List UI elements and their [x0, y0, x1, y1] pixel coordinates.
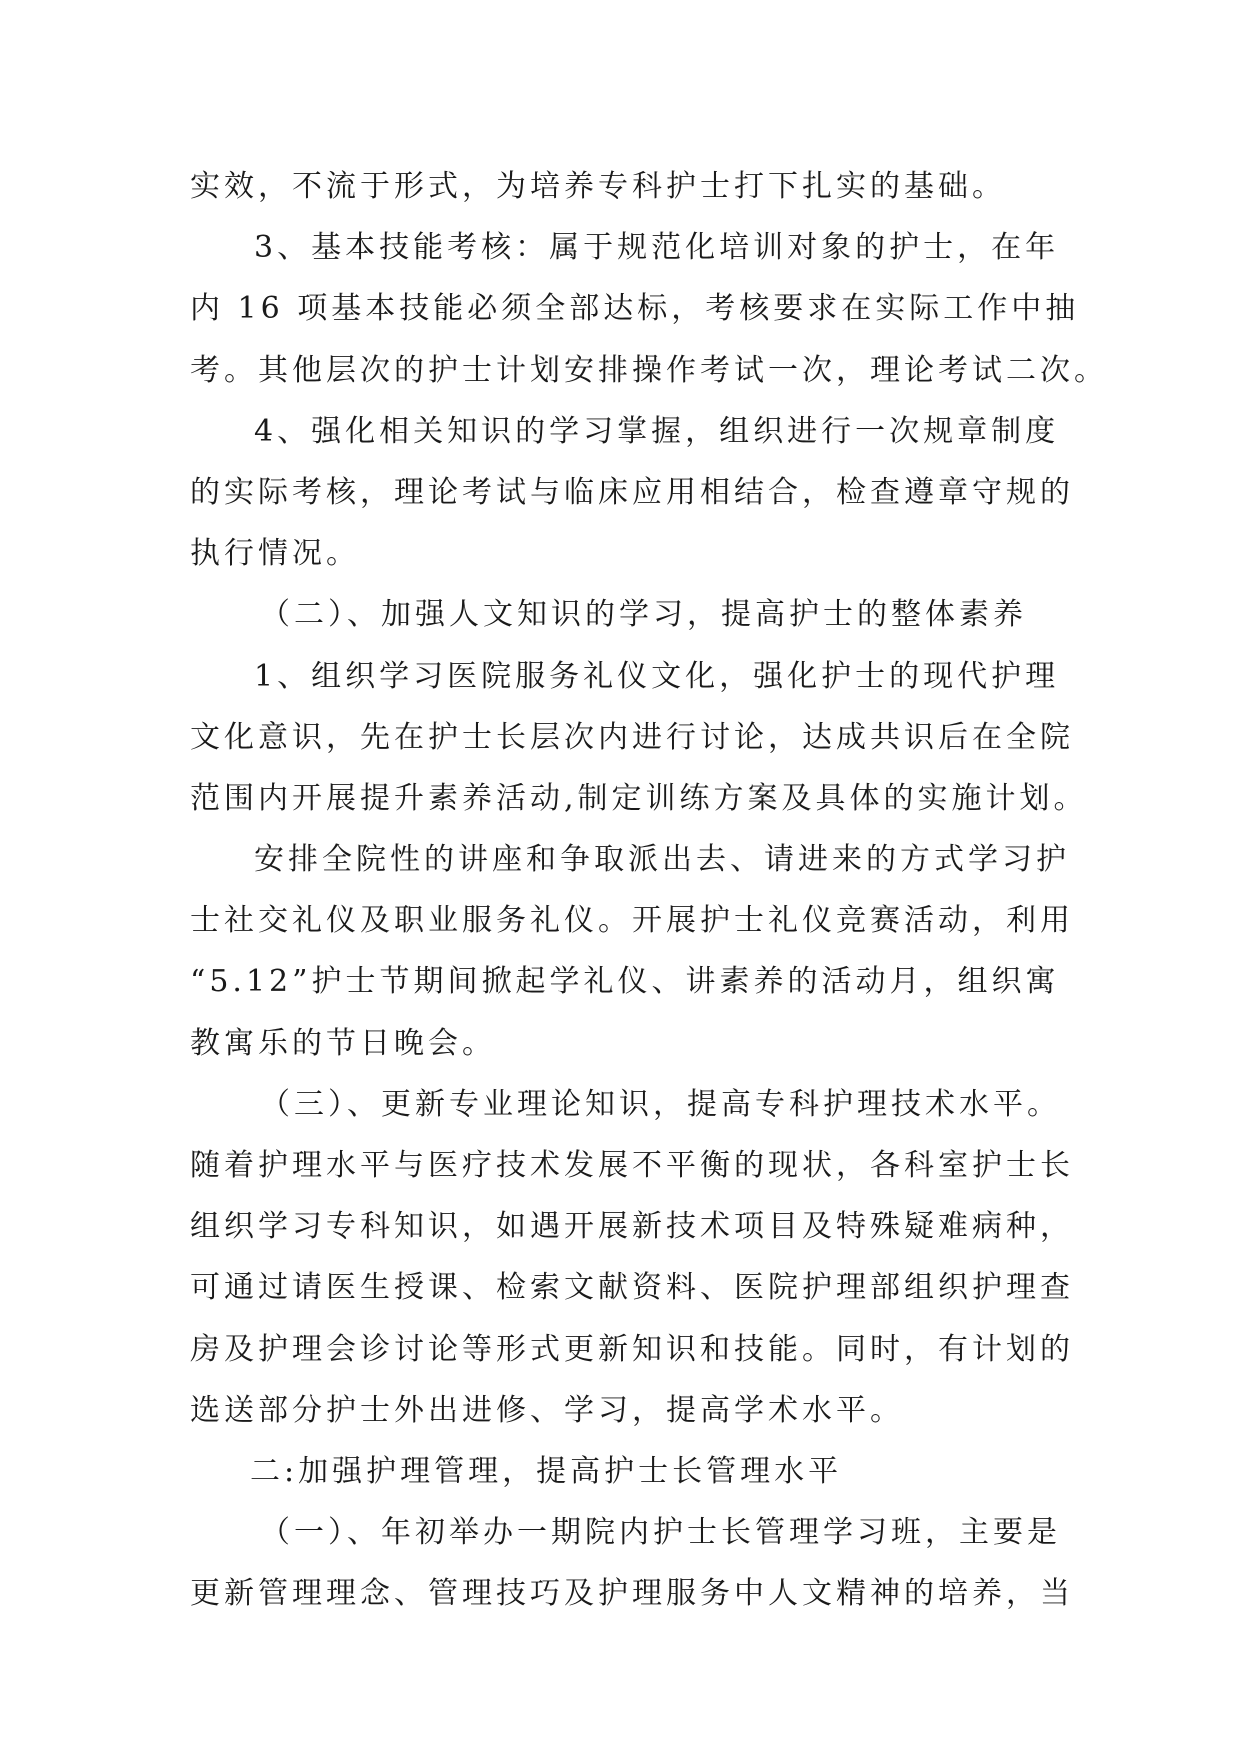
text-line: 更新管理理念、管理技巧及护理服务中人文精神的培养，当	[190, 1576, 1074, 1612]
text-line: （三）、更新专业理论知识，提高专科护理技术水平。	[260, 1086, 1061, 1122]
text-line: 士社交礼仪及职业服务礼仪。开展护士礼仪竞赛活动，利用	[190, 903, 1074, 939]
text-line: 考。其他层次的护士计划安排操作考试一次，理论考试二次。	[190, 352, 1108, 388]
text-line: 实效，不流于形式，为培养专科护士打下扎实的基础。	[190, 169, 1006, 204]
text-line: 可通过请医生授课、检索文献资料、医院护理部组织护理查	[190, 1270, 1074, 1306]
text-line: 3、基本技能考核：属于规范化培训对象的护士，在年	[254, 230, 1060, 266]
text-line: 执行情况。	[190, 536, 360, 572]
text-line: （二）、加强人文知识的学习，提高护士的整体素养	[260, 597, 1027, 633]
text-line: 选送部分护士外出进修、学习，提高学术水平。	[190, 1392, 904, 1428]
text-line: 内 16 项基本技能必须全部达标，考核要求在实际工作中抽	[190, 291, 1080, 327]
text-line: 安排全院性的讲座和争取派出去、请进来的方式学习护	[254, 842, 1070, 878]
text-line: 4、强化相关知识的学习掌握，组织进行一次规章制度	[254, 413, 1060, 449]
text-line: 的实际考核，理论考试与临床应用相结合，检查遵章守规的	[190, 474, 1074, 510]
text-line: 组织学习专科知识，如遇开展新技术项目及特殊疑难病种，	[190, 1209, 1074, 1245]
text-line: （一）、年初举办一期院内护士长管理学习班，主要是	[260, 1515, 1061, 1551]
text-line: 文化意识，先在护士长层次内进行讨论，达成共识后在全院	[190, 719, 1074, 755]
text-line: 教寓乐的节日晚会。	[190, 1025, 496, 1061]
text-line: 1、组织学习医院服务礼仪文化，强化护士的现代护理	[254, 658, 1060, 694]
text-line: 随着护理水平与医疗技术发展不平衡的现状，各科室护士长	[190, 1148, 1074, 1183]
text-line: “5.12”护士节期间掀起学礼仪、讲素养的活动月，组织寓	[190, 964, 1060, 1000]
text-line: 范围内开展提升素养活动,制定训练方案及具体的实施计划。	[190, 780, 1088, 816]
text-line: 房及护理会诊讨论等形式更新知识和技能。同时，有计划的	[190, 1331, 1074, 1367]
document-body	[190, 156, 1108, 1625]
text-line: 二:加强护理管理，提高护士长管理水平	[250, 1453, 843, 1489]
